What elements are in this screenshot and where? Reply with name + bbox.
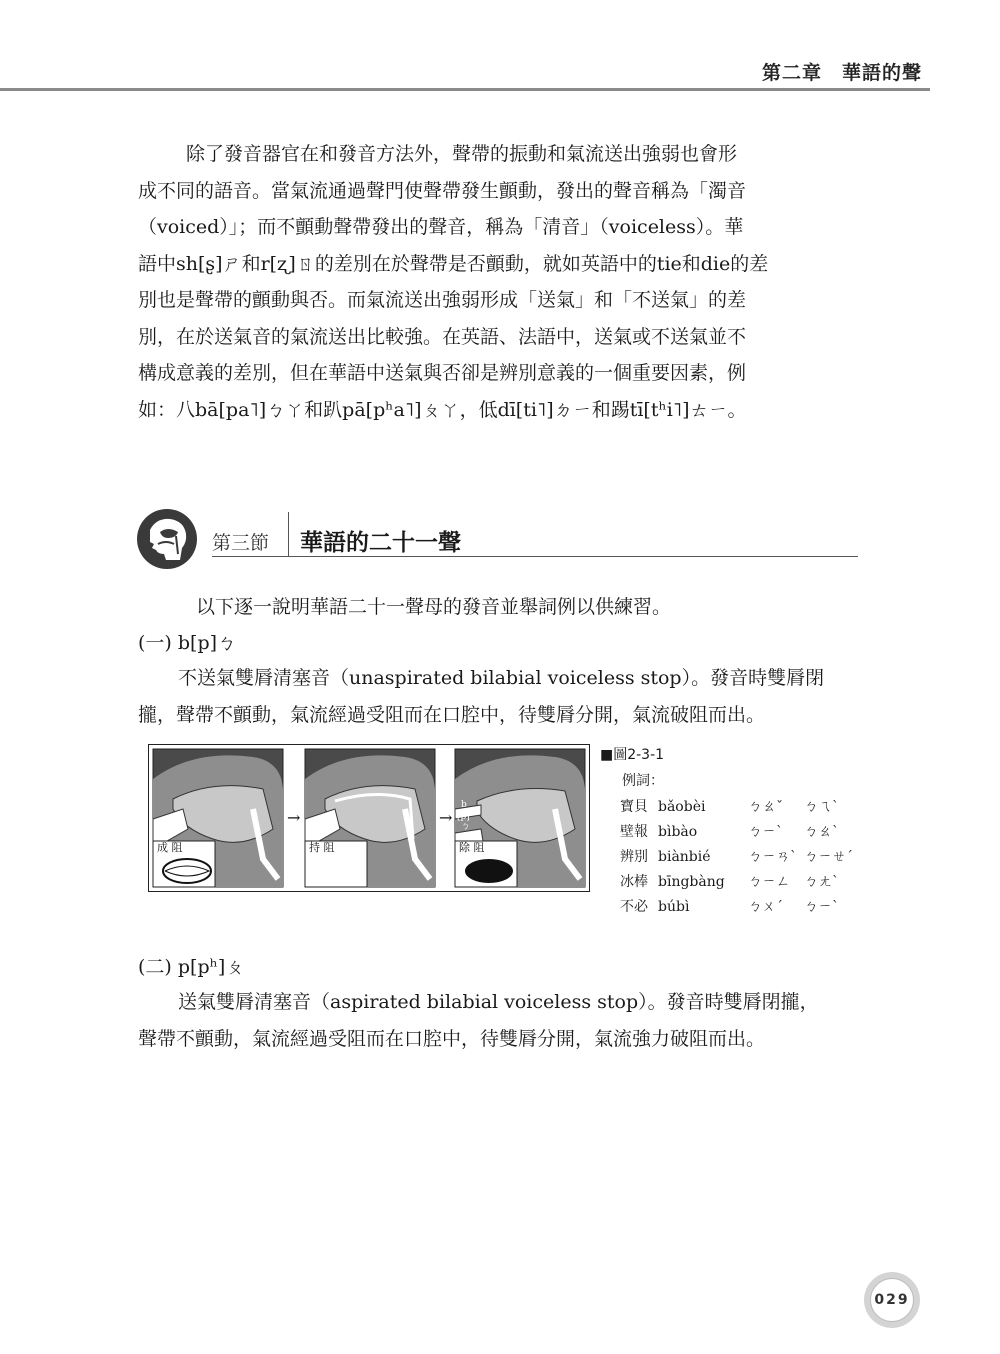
example-zhuyin-2: ㄅㄧˋ xyxy=(804,899,839,915)
p1-line-8: 如：八bā[pa˥]ㄅㄚ和趴pā[pʰa˥]ㄆㄚ，低dī[ti˥]ㄉㄧ和踢tī[tʰi˥]ㄊㄧ。 xyxy=(138,398,747,421)
paragraph-1 xyxy=(138,136,858,428)
arrow-2: → xyxy=(439,808,453,827)
p1-line-3: （voiced）」；而不顫動聲帶發出的聲音，稱為「清音」（voiceless）。華 xyxy=(138,216,744,238)
example-row xyxy=(620,871,839,891)
example-zhuyin-1: ㄅㄧㄢˋ xyxy=(748,849,797,865)
pb-line-1: 不送氣雙脣清塞音（unaspirated bilabial voiceless stop）。發音時雙脣閉 xyxy=(178,667,825,689)
panel-label-1: 成 阻 xyxy=(157,841,183,854)
release-mark-b: b xyxy=(461,800,467,810)
example-zhuyin-2: ㄅㄧㄝˊ xyxy=(804,849,853,865)
example-word: 辨別 xyxy=(620,849,648,865)
panel-closure xyxy=(153,749,283,887)
section-divider xyxy=(288,512,289,556)
example-zhuyin-1: ㄅㄨˊ xyxy=(748,899,783,915)
paragraph-b xyxy=(138,660,858,733)
example-zhuyin-2: ㄅㄠˋ xyxy=(804,824,839,840)
intro-text: 以下逐一說明華語二十一聲母的發音並舉詞例以供練習。 xyxy=(196,596,672,618)
example-word: 不必 xyxy=(620,899,648,915)
section-number: 第三節 xyxy=(212,532,270,554)
panel-label-2: 持 阻 xyxy=(309,841,335,854)
pb-line-2: 攏，聲帶不顫動，氣流經過受阻而在口腔中，待雙脣分開，氣流破阻而出。 xyxy=(138,703,766,726)
example-pinyin: bìbào xyxy=(658,824,698,840)
p1-line-7: 構成意義的差別，但在華語中送氣與否卻是辨別意義的一個重要因素，例 xyxy=(138,362,747,384)
figure-caption: ■圖2-3-1 xyxy=(600,747,665,763)
example-pinyin: búbì xyxy=(658,899,690,915)
arrow-1: → xyxy=(287,808,301,827)
p1-line-1: 除了發音器官在和發音方法外，聲帶的振動和氣流送出強弱也會形 xyxy=(186,143,738,165)
example-zhuyin-2: ㄅㄟˋ xyxy=(804,799,839,815)
example-pinyin: biànbié xyxy=(658,849,711,865)
section-title: 華語的二十一聲 xyxy=(300,529,461,556)
p1-line-4: 語中sh[ʂ]ㄕ和r[ʐ]ㄖ的差別在於聲帶是否顫動，就如英語中的tie和die的差 xyxy=(138,252,769,275)
head-profile-icon xyxy=(136,508,198,570)
header-rule xyxy=(0,88,930,91)
pp-line-1: 送氣雙脣清塞音（aspirated bilabial voiceless stop）。發音時雙脣閉攏， xyxy=(178,991,819,1013)
example-pinyin: bǎobèi xyxy=(658,799,706,815)
paragraph-p xyxy=(138,984,858,1057)
example-word: 寶貝 xyxy=(620,799,648,815)
subheading-p: (二) p[pʰ]ㄆ xyxy=(138,956,245,978)
p1-line-5: 別也是聲帶的顫動與否。而氣流送出強弱形成「送氣」和「不送氣」的差 xyxy=(138,289,747,311)
p1-line-2: 成不同的語音。當氣流通過聲門使聲帶發生顫動，發出的聲音稱為「濁音 xyxy=(138,179,747,202)
panel-label-3: 除 阻 xyxy=(459,841,485,854)
panel-release xyxy=(455,749,585,887)
example-row xyxy=(620,796,839,816)
example-zhuyin-2: ㄅㄤˋ xyxy=(804,874,839,890)
example-zhuyin-1: ㄅㄠˇ xyxy=(748,799,783,815)
examples-label: 例詞： xyxy=(622,773,664,789)
section-rule xyxy=(212,556,858,557)
example-row xyxy=(620,896,839,916)
pp-line-2: 聲帶不顫動，氣流經過受阻而在口腔中，待雙脣分開，氣流強力破阻而出。 xyxy=(138,1027,766,1050)
example-row xyxy=(620,821,839,841)
panel-hold xyxy=(305,749,435,887)
subheading-b: (一) b[p]ㄅ xyxy=(138,632,237,654)
chapter-title: 第二章 華語的聲 xyxy=(761,62,922,84)
example-zhuyin-1: ㄅㄧˋ xyxy=(748,824,783,840)
example-zhuyin-1: ㄅㄧㄥ xyxy=(748,874,790,890)
release-mark-zhuyin: ㄅ xyxy=(461,822,471,832)
p1-line-6: 別，在於送氣音的氣流送出比較強。在英語、法語中，送氣或不送氣並不 xyxy=(138,325,747,348)
example-pinyin: bīngbàng xyxy=(658,874,725,890)
page-number: 029 xyxy=(874,1292,910,1308)
example-word: 壁報 xyxy=(620,824,648,840)
articulation-figure xyxy=(148,744,590,892)
example-row xyxy=(620,846,853,866)
release-mark-p: [p] xyxy=(457,812,470,822)
example-word: 冰棒 xyxy=(620,874,648,890)
